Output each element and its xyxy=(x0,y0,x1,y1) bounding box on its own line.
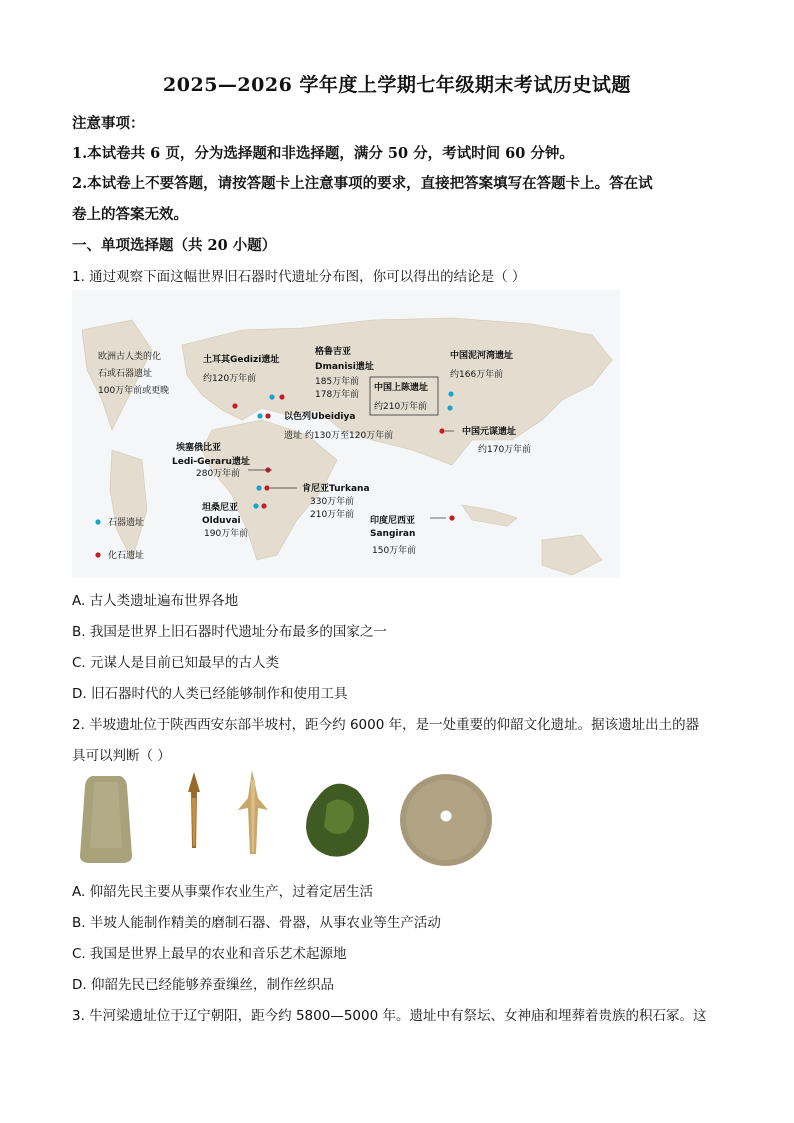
site-dot-shangchen xyxy=(447,405,452,410)
legend-fossil-label: 化石遗址 xyxy=(108,551,145,561)
notice-heading: 注意事项： xyxy=(72,115,145,132)
label-nihewan: 中国泥河湾遗址 xyxy=(450,351,514,361)
label-ethiopia-age: 280万年前 xyxy=(196,469,241,479)
label-tanzania: 坦桑尼亚 xyxy=(202,503,239,513)
label-shangchen-age: 约210万年前 xyxy=(374,402,428,412)
label-ledi-geraru: Ledi-Geraru遗址 xyxy=(172,457,250,467)
site-dot-ubeidiya-stone xyxy=(257,413,262,418)
label-kenya-fossil-age: 330万年前 xyxy=(310,497,355,507)
label-gedizi: 土耳其Gedizi遗址 xyxy=(203,355,280,365)
label-dmanisi: Dmanisi遗址 xyxy=(315,362,374,372)
q2-option-a: A. 仰韶先民主要从事粟作农业生产，过着定居生活 xyxy=(72,884,374,900)
label-europe-1: 欧洲古人类的化 xyxy=(98,352,162,362)
q1-option-d: D. 旧石器时代的人类已经能够制作和使用工具 xyxy=(72,686,348,702)
legend-stone-label: 石器遗址 xyxy=(108,518,145,528)
q2-option-d: D. 仰韶先民已经能够养蚕缫丝，制作丝织品 xyxy=(72,977,334,993)
bone-harpoon-image xyxy=(238,770,268,854)
label-ubeidiya: 以色列Ubeidiya xyxy=(284,412,356,422)
section-heading: 一、单项选择题（共 20 小题） xyxy=(72,237,277,254)
legend-stone-dot xyxy=(95,519,100,524)
site-dot-dmanisi-stone xyxy=(269,394,274,399)
legend-fossil-dot xyxy=(95,552,100,557)
label-gedizi-age: 约120万年前 xyxy=(203,374,257,384)
label-nihewan-age: 约166万年前 xyxy=(450,370,504,380)
site-dot-kenya-fossil xyxy=(264,485,269,490)
label-kenya: 肯尼亚Turkana xyxy=(302,484,370,494)
question-2-stem-b: 具可以判断（ ） xyxy=(72,748,171,764)
paleolithic-site-map xyxy=(72,290,620,578)
exam-title: 2025—2026 学年度上学期七年级期末考试历史试题 xyxy=(163,74,631,96)
notice-item-2a: 2.本试卷上不要答题，请按答题卡上注意事项的要求，直接把答案填写在答题卡上。答在试 xyxy=(72,175,653,192)
q2-option-b: B. 半坡人能制作精美的磨制石器、骨器，从事农业等生产活动 xyxy=(72,915,441,931)
site-dot-nihewan xyxy=(448,391,453,396)
spindle-whorl-image xyxy=(400,774,492,866)
notice-item-1: 1.本试卷共 6 页，分为选择题和非选择题，满分 50 分，考试时间 60 分钟。 xyxy=(72,145,574,162)
label-ubeidiya-age: 遗址 约130万至120万年前 xyxy=(284,431,394,441)
site-dot-olduvai-stone xyxy=(253,503,258,508)
label-europe-2: 石或石器遗址 xyxy=(98,369,153,379)
label-kenya-stone-age: 210万年前 xyxy=(310,510,355,520)
site-dot-yuanmou xyxy=(439,428,444,433)
label-olduvai-age: 190万年前 xyxy=(204,529,249,539)
site-dot-dmanisi-fossil xyxy=(279,394,284,399)
stone-axe-image xyxy=(80,776,132,863)
label-europe-3: 100万年前或更晚 xyxy=(98,386,170,396)
label-dmanisi-fossil-age: 178万年前 xyxy=(315,390,360,400)
q1-option-a: A. 古人类遗址遍布世界各地 xyxy=(72,593,239,609)
q2-option-c: C. 我国是世界上最早的农业和音乐艺术起源地 xyxy=(72,946,347,962)
label-indonesia: 印度尼西亚 xyxy=(370,516,416,526)
green-stone-image xyxy=(306,784,369,857)
question-1-stem: 1. 通过观察下面这幅世界旧石器时代遗址分布图，你可以得出的结论是（ ） xyxy=(72,269,526,285)
label-yuanmou: 中国元谋遗址 xyxy=(462,427,517,437)
label-sangiran-age: 150万年前 xyxy=(372,546,417,556)
site-dot-sangiran xyxy=(449,515,454,520)
site-dot-gedizi xyxy=(232,403,237,408)
label-sangiran: Sangiran xyxy=(370,529,416,539)
label-shangchen: 中国上陈遗址 xyxy=(374,383,429,393)
bone-arrowhead-image xyxy=(188,772,200,848)
site-dot-olduvai-fossil xyxy=(261,503,266,508)
label-yuanmou-age: 约170万年前 xyxy=(478,445,532,455)
label-dmanisi-stone-age: 185万年前 xyxy=(315,377,360,387)
q1-option-b: B. 我国是世界上旧石器时代遗址分布最多的国家之一 xyxy=(72,624,387,640)
banpo-artifacts-photo xyxy=(72,768,512,868)
label-ethiopia: 埃塞俄比亚 xyxy=(176,443,222,453)
label-olduvai: Olduvai xyxy=(202,516,241,526)
site-dot-kenya-stone xyxy=(256,485,261,490)
question-3-stem: 3. 牛河梁遗址位于辽宁朝阳，距今约 5800—5000 年。遗址中有祭坛、女神庙和埋葬着贵族的积石冢。这 xyxy=(72,1008,707,1024)
label-georgia: 格鲁吉亚 xyxy=(315,347,352,357)
site-dot-ubeidiya-fossil xyxy=(265,413,270,418)
notice-item-2b: 卷上的答案无效。 xyxy=(72,206,188,223)
question-2-stem-a: 2. 半坡遗址位于陕西西安东部半坡村，距今约 6000 年，是一处重要的仰韶文化遗址。据该遗址出土的器 xyxy=(72,717,700,733)
q1-option-c: C. 元谋人是目前已知最早的古人类 xyxy=(72,655,280,671)
